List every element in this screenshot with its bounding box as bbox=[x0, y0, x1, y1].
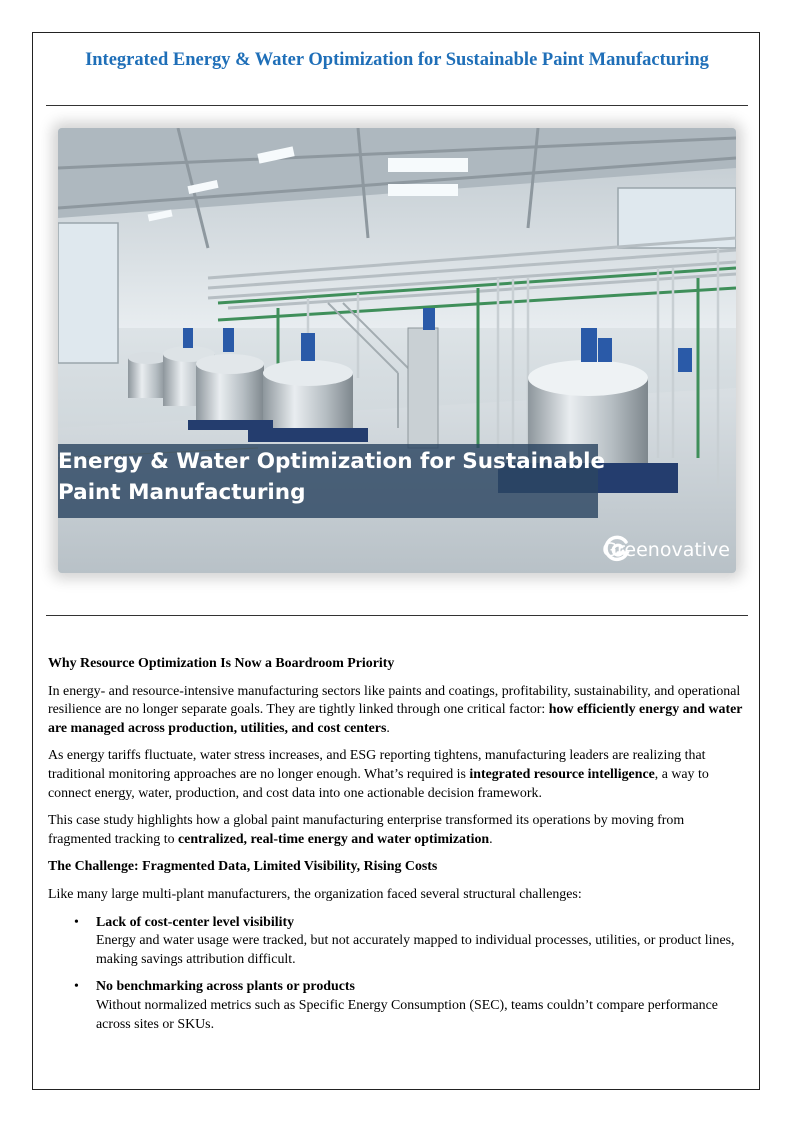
bullet-icon: • bbox=[74, 914, 79, 930]
greenovative-logo bbox=[602, 534, 730, 566]
list-item-text: Without normalized metrics such as Specific Energy Consumption (SEC), teams couldn’t compare performance across sites or SKUs. bbox=[96, 997, 718, 1032]
section-heading-boardroom: Why Resource Optimization Is Now a Boardroom Priority bbox=[48, 656, 395, 671]
challenge-list bbox=[48, 914, 748, 1035]
paragraph-1-text: In energy- and resource-intensive manufacturing sectors like paints and coatings, profitability, sustainability, and operational resilience are no longer separate goals. They are tightly linked through one critical factor: bbox=[48, 683, 741, 718]
list-item-title: Lack of cost-center level visibility bbox=[96, 914, 295, 930]
hero-banner-text: Energy & Water Optimization for Sustainable Paint Manufacturing bbox=[58, 449, 606, 505]
list-item bbox=[74, 914, 748, 970]
paragraph-3 bbox=[48, 812, 748, 849]
paragraph-3-end: . bbox=[489, 831, 493, 847]
hero-image bbox=[58, 128, 736, 573]
list-item-title: No benchmarking across plants or products bbox=[96, 979, 355, 995]
bullet-icon: • bbox=[74, 979, 79, 995]
paragraph-2 bbox=[48, 747, 748, 803]
article-body bbox=[48, 655, 748, 1043]
paragraph-2-end: , a way to connect energy, water, production, and cost data into one actionable decision framework. bbox=[48, 766, 709, 801]
challenge-intro: Like many large multi-plant manufacturers, the organization faced several structural challenges: bbox=[48, 886, 582, 902]
paragraph-1 bbox=[48, 683, 748, 739]
paragraph-3-emphasis: centralized, real-time energy and water optimization bbox=[177, 831, 490, 847]
paragraph-2-emphasis: integrated resource intelligence bbox=[469, 766, 655, 782]
section-heading-challenge: The Challenge: Fragmented Data, Limited Visibility, Rising Costs bbox=[48, 859, 438, 875]
paragraph-1-emphasis: how efficiently energy and water are managed across production, utilities, and cost centers bbox=[48, 702, 743, 736]
greenovative-logo-icon bbox=[602, 534, 632, 564]
divider-top bbox=[46, 105, 748, 106]
page-title: Integrated Energy & Water Optimization for Sustainable Paint Manufacturing bbox=[85, 50, 709, 70]
list-item bbox=[74, 978, 748, 1034]
paragraph-1-end: . bbox=[386, 720, 390, 736]
paragraph-2-text: As energy tariffs fluctuate, water stress increases, and ESG reporting tightens, manufacturing leaders are realizing that traditional monitoring approaches are no longer enough. What’s required is bbox=[48, 748, 706, 782]
divider-bottom bbox=[46, 615, 748, 616]
logo-wordmark: Greenovative bbox=[602, 539, 730, 561]
paragraph-3-text: This case study highlights how a global paint manufacturing enterprise transformed its operations by moving from fragmented tracking to bbox=[48, 813, 685, 847]
list-item-text: Energy and water usage were tracked, but not accurately mapped to individual processes, utilities, or product lines, making savings attribution difficult. bbox=[96, 933, 735, 967]
